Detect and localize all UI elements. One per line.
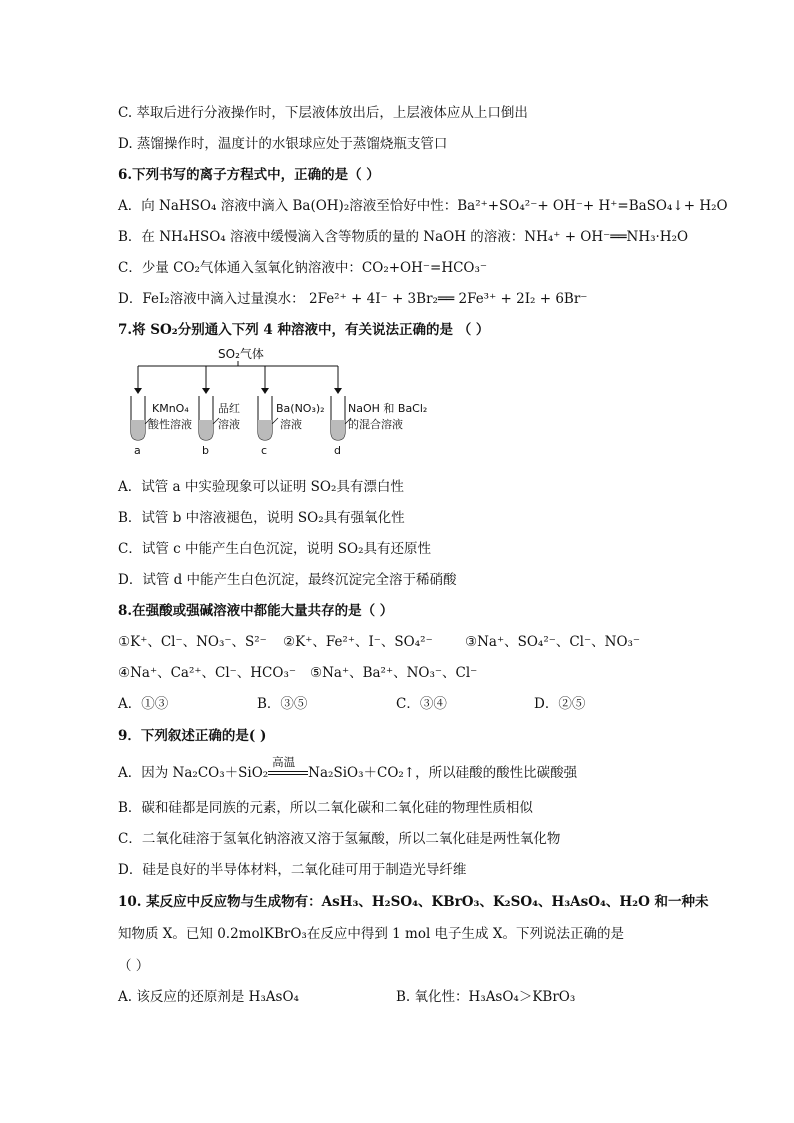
tube-a-label-line2: 酸性溶液 [148,418,192,431]
question-7-stem: 7.将 SO₂分别通入下列 4 种溶液中，有关说法正确的是 （ ） [118,322,490,338]
question-6-option-b: B．在 NH₄HSO₄ 溶液中缓慢滴入含等物质的量的 NaOH 的溶液：NH₄⁺ + OH⁻══NH₃·H₂O [118,229,689,245]
question-7-option-c: C．试管 c 中能产生白色沉淀，说明 SO₂具有还原性 [118,541,431,557]
high-temperature-label: 高温 [272,755,296,769]
question-8-group-1: ①K⁺、Cl⁻、NO₃⁻、S²⁻ [118,634,267,650]
tube-c-label-line2: 溶液 [280,418,302,431]
question-10-stem-line2: 知物质 X。已知 0.2molKBrO₃在反应中得到 1 mol 电子生成 X。下列说法正确的是 [118,926,624,942]
test-tube-d [331,396,345,440]
tube-a-label-line1: KMnO₄ [152,402,189,415]
gas-label: SO₂气体 [218,347,264,361]
equation-bar-bottom [268,774,308,775]
tube-d-letter: d [334,444,341,457]
question-8-group-5: ⑤Na⁺、Ba²⁺、NO₃⁻、Cl⁻ [310,665,478,681]
question-10-option-a: A. 该反应的还原剂是 H₃AsO₄ [118,989,299,1005]
question-10-option-b: B. 氧化性：H₃AsO₄＞KBrO₃ [396,989,576,1005]
q9a-suffix: Na₂SiO₃＋CO₂↑，所以硅酸的酸性比碳酸强 [308,765,578,781]
tube-d-label-line2: 的混合溶液 [348,418,403,431]
question-6-option-a: A．向 NaHSO₄ 溶液中滴入 Ba(OH)₂溶液至恰好中性：Ba²⁺+SO₄²⁻+ OH⁻+ H⁺=BaSO₄↓+ H₂O [118,198,728,214]
tube-d-label-line1: NaOH 和 BaCl₂ [348,402,428,415]
equation-bar-top [268,771,308,772]
tube-a-letter: a [134,444,141,457]
q9a-prefix: A．因为 Na₂CO₃＋SiO₂ [118,765,269,781]
question-9-stem: 9．下列叙述正确的是( ) [118,728,267,744]
so2-test-tubes-figure [118,344,448,460]
option-d-text: D. 蒸馏操作时，温度计的水银球应处于蒸馏烧瓶支管口 [118,136,448,152]
tube-b-label-line1: 品红 [218,402,240,415]
test-tube-b [199,396,213,440]
question-6-stem: 6.下列书写的离子方程式中，正确的是（ ） [118,167,380,183]
tube-c-label-line1: Ba(NO₃)₂ [276,402,325,415]
tube-b-label-line2: 溶液 [218,418,240,431]
question-8-stem: 8.在强酸或强碱溶液中都能大量共存的是（ ） [118,603,394,619]
question-6-option-c: C．少量 CO₂气体通入氢氧化钠溶液中：CO₂+OH⁻=HCO₃⁻ [118,260,488,276]
test-tube-c [258,396,272,440]
question-8-group-3: ③Na⁺、SO₄²⁻、Cl⁻、NO₃⁻ [465,634,641,650]
tube-c-letter: c [261,444,268,457]
question-8-group-4: ④Na⁺、Ca²⁺、Cl⁻、HCO₃⁻ [118,665,296,681]
question-8-group-2: ②K⁺、Fe²⁺、I⁻、SO₄²⁻ [283,634,433,650]
question-9-option-d: D．硅是良好的半导体材料，二氧化硅可用于制造光导纤维 [118,862,467,878]
test-tube-a [131,396,145,440]
question-9-option-c: C．二氧化硅溶于氢氧化钠溶液又溶于氢氟酸，所以二氧化硅是两性氧化物 [118,831,561,847]
question-8-option-c: C．③④ [396,696,447,712]
question-7-option-a: A．试管 a 中实验现象可以证明 SO₂具有漂白性 [118,479,404,495]
tube-b-letter: b [202,444,209,457]
question-8-option-b: B．③⑤ [257,696,308,712]
question-7-option-d: D．试管 d 中能产生白色沉淀，最终沉淀完全溶于稀硝酸 [118,572,457,588]
reaction-condition [268,755,308,782]
question-6-option-d: D．FeI₂溶液中滴入过量溴水： 2Fe²⁺ + 4I⁻ + 3Br₂══ 2Fe³⁺ + 2I₂ + 6Br⁻ [118,291,588,307]
question-9-option-a [118,755,578,782]
option-c-text: C. 萃取后进行分液操作时，下层液体放出后，上层液体应从上口倒出 [118,105,528,121]
question-8-option-a: A．①③ [118,696,169,712]
question-10-stem-line3: （ ） [118,958,150,974]
question-7-option-b: B．试管 b 中溶液褪色，说明 SO₂具有强氧化性 [118,510,405,526]
question-8-option-d: D．②⑤ [534,696,586,712]
question-9-option-b: B．碳和硅都是同族的元素，所以二氧化碳和二氧化硅的物理性质相似 [118,800,533,816]
question-10-stem-line1: 10. 某反应中反应物与生成物有：AsH₃、H₂SO₄、KBrO₃、K₂SO₄、H₃AsO₄、H₂O 和一种未 [118,894,709,910]
